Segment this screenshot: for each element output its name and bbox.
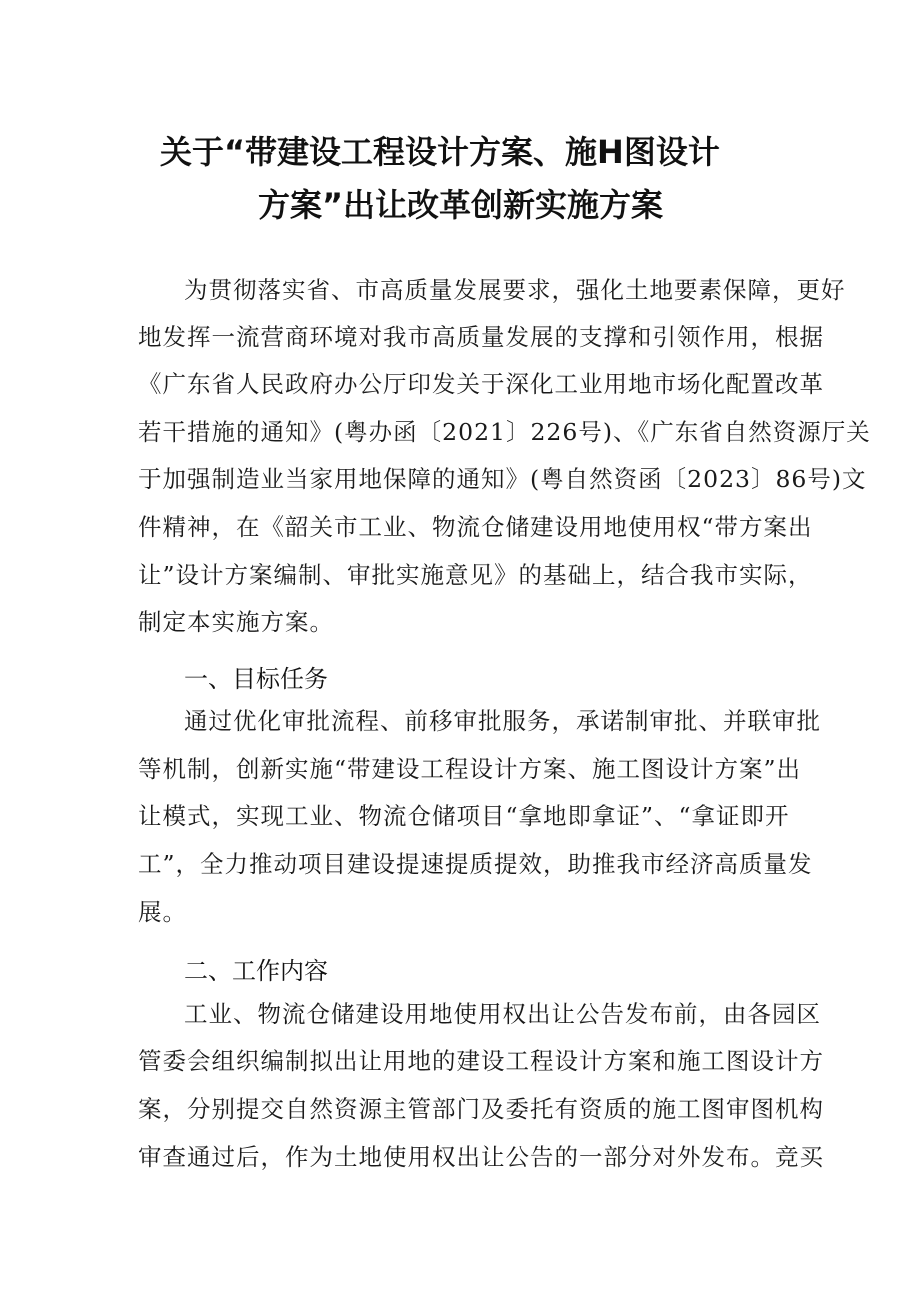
intro-line: 让”设计方案编制、审批实施意见》的基础上，结合我市实际，	[138, 561, 813, 589]
section2-line: 案，分别提交自然资源主管部门及委托有资质的施工图审图机构	[138, 1095, 824, 1123]
section1-line: 等机制，创新实施“带建设工程设计方案、施工图设计方案”出	[138, 755, 802, 783]
section1-line: 工”，全力推动项目建设提速提质提效，助推我市经济高质量发	[138, 850, 813, 878]
intro-line: 制定本实施方案。	[138, 608, 334, 636]
section1-line: 展。	[138, 898, 187, 926]
intro-line: 若干措施的通知》(粤办函〔2021〕226号)、《广东省自然资源厅关	[138, 418, 871, 446]
section1-line: 让模式，实现工业、物流仓储项目“拿地即拿证”、“拿证即开	[138, 802, 790, 830]
document-title-line-1: 关于“带建设工程设计方案、施H图设计	[160, 133, 720, 171]
section-heading-work-content: 二、工作内容	[184, 957, 328, 985]
intro-line: 件精神，在《韶关市工业、物流仓储建设用地使用权“带方案出	[138, 513, 813, 541]
section-heading-goals: 一、目标任务	[184, 665, 328, 693]
intro-line: 地发挥一流营商环境对我市高质量发展的支撑和引领作用，根据	[138, 323, 824, 351]
section2-line: 审查通过后，作为土地使用权出让公告的一部分对外发布。竞买	[138, 1143, 824, 1171]
document-title-line-2: 方案”出让改革创新实施方案	[258, 186, 664, 224]
intro-line: 为贯彻落实省、市高质量发展要求，强化土地要素保障，更好	[184, 276, 846, 304]
section2-line: 管委会组织编制拟出让用地的建设工程设计方案和施工图设计方	[138, 1047, 824, 1075]
intro-line: 于加强制造业当家用地保障的通知》(粤自然资函〔2023〕86号)文	[138, 465, 867, 493]
intro-line: 《广东省人民政府办公厅印发关于深化工业用地市场化配置改革	[138, 370, 824, 398]
section1-line: 通过优化审批流程、前移审批服务，承诺制审批、并联审批	[184, 707, 821, 735]
section2-line: 工业、物流仓储建设用地使用权出让公告发布前，由各园区	[184, 1000, 821, 1028]
